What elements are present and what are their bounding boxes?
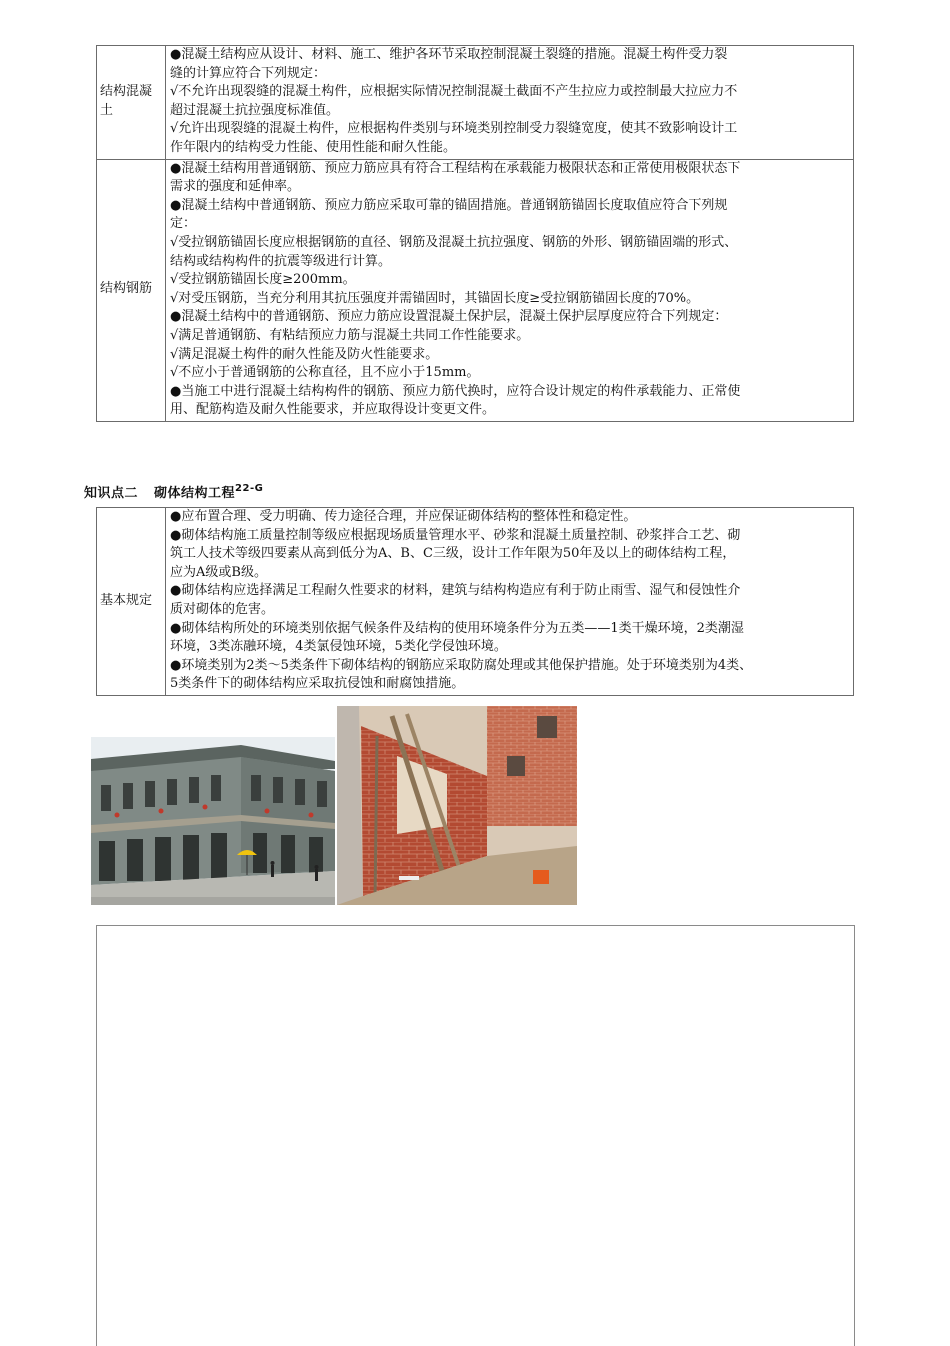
row-label: 结构钢筋 (97, 159, 166, 421)
text-line: ●当施工中进行混凝土结构构件的钢筋、预应力筋代换时，应符合设计规定的构件承载能力、正常使 (170, 383, 741, 399)
row-content (166, 46, 854, 160)
notes-box (96, 925, 855, 1346)
section-code: 22-G (235, 482, 264, 494)
text-line: ●混凝土结构应从设计、材料、施工、维护各环节采取控制混凝土裂缝的措施。混凝土构件受力裂 (170, 47, 728, 62)
text-line: √不允许出现裂缝的混凝土构件，应根据实际情况控制混凝土截面不产生拉应力或控制最大拉应力不 (170, 84, 738, 100)
row-content (166, 508, 854, 696)
text-line: √受拉钢筋锚固长度应根据钢筋的直径、钢筋及混凝土抗拉强度、钢筋的外形、钢筋锚固端的形式、 (170, 234, 738, 250)
text-line: 质对砌体的危害。 (170, 601, 275, 617)
brick-wall-illustration (337, 706, 577, 905)
row-label: 基本规定 (97, 508, 166, 696)
text-line: ●混凝土结构中的普通钢筋、预应力筋应设置混凝土保护层，混凝土保护层厚度应符合下列规定： (170, 309, 728, 325)
text-line: 缝的计算应符合下列规定： (170, 65, 327, 81)
text-line: 筑工人技术等级四要素从高到低分为A、B、C三级，设计工作年限为50年及以上的砌体结构工程， (170, 546, 736, 562)
table-row (97, 46, 854, 160)
section-heading (84, 482, 263, 501)
text-line: 应为A级或B级。 (170, 564, 267, 580)
masonry-basic-rules-table (96, 507, 854, 696)
text-line: 需求的强度和延伸率。 (170, 179, 301, 195)
masonry-building-photo (91, 737, 335, 905)
text-line: ●混凝土结构用普通钢筋、预应力筋应具有符合工程结构在承载能力极限状态和正常使用极限状态下 (170, 160, 741, 176)
text-line: 超过混凝土抗拉强度标准值。 (170, 102, 340, 118)
text-line: √对受压钢筋，当充分利用其抗压强度并需锚固时，其锚固长度≥受拉钢筋锚固长度的70%。 (170, 290, 700, 306)
concrete-rebar-table (96, 45, 854, 422)
text-line: ●环境类别为2类～5类条件下砌体结构的钢筋应采取防腐处理或其他保护措施。处于环境类别为4类、 (170, 657, 753, 673)
text-line: 用、配筋构造及耐久性能要求，并应取得设计变更文件。 (170, 402, 496, 418)
text-line: √不应小于普通钢筋的公称直径，且不应小于15mm。 (170, 365, 480, 381)
section-title: 砌体结构工程 (154, 486, 236, 501)
table-row (97, 508, 854, 696)
text-line: ●砌体结构应选择满足工程耐久性要求的材料，建筑与结构构造应有利于防止雨雪、湿气和侵蚀性介 (170, 583, 741, 599)
row-label: 结构混凝土 (97, 46, 166, 160)
text-line: ●砌体结构所处的环境类别依据气候条件及结构的使用环境条件分为五类——1类干燥环境，2类潮湿 (170, 620, 744, 636)
text-line: 定： (170, 216, 197, 232)
text-line: √受拉钢筋锚固长度≥200mm。 (170, 272, 356, 288)
text-line: √允许出现裂缝的混凝土构件，应根据构件类别与环境类别控制受力裂缝宽度，使其不致影响设计工 (170, 121, 738, 137)
text-line: ●混凝土结构中普通钢筋、预应力筋应采取可靠的锚固措施。普通钢筋锚固长度取值应符合下列规 (170, 197, 728, 213)
section-number: 知识点二 (84, 486, 139, 501)
text-line: 5类条件下的砌体结构应采取抗侵蚀和耐腐蚀措施。 (170, 676, 465, 692)
table-row (97, 159, 854, 421)
brick-wall-construction-photo (337, 706, 577, 905)
text-line: 作年限内的结构受力性能、使用性能和耐久性能。 (170, 139, 457, 155)
text-line: √满足混凝土构件的耐久性能及防火性能要求。 (170, 346, 439, 362)
text-line: 结构或结构构件的抗震等级进行计算。 (170, 253, 392, 269)
building-illustration (91, 737, 335, 905)
text-line: ●应布置合理、受力明确、传力途径合理，并应保证砌体结构的整体性和稳定性。 (170, 509, 637, 524)
text-line: 环境，3类冻融环境，4类氯侵蚀环境，5类化学侵蚀环境。 (170, 639, 507, 655)
text-line: ●砌体结构施工质量控制等级应根据现场质量管理水平、砂浆和混凝土质量控制、砂浆拌合工艺、砌 (170, 527, 741, 543)
row-content (166, 159, 854, 421)
text-line: √满足普通钢筋、有粘结预应力筋与混凝土共同工作性能要求。 (170, 327, 530, 343)
